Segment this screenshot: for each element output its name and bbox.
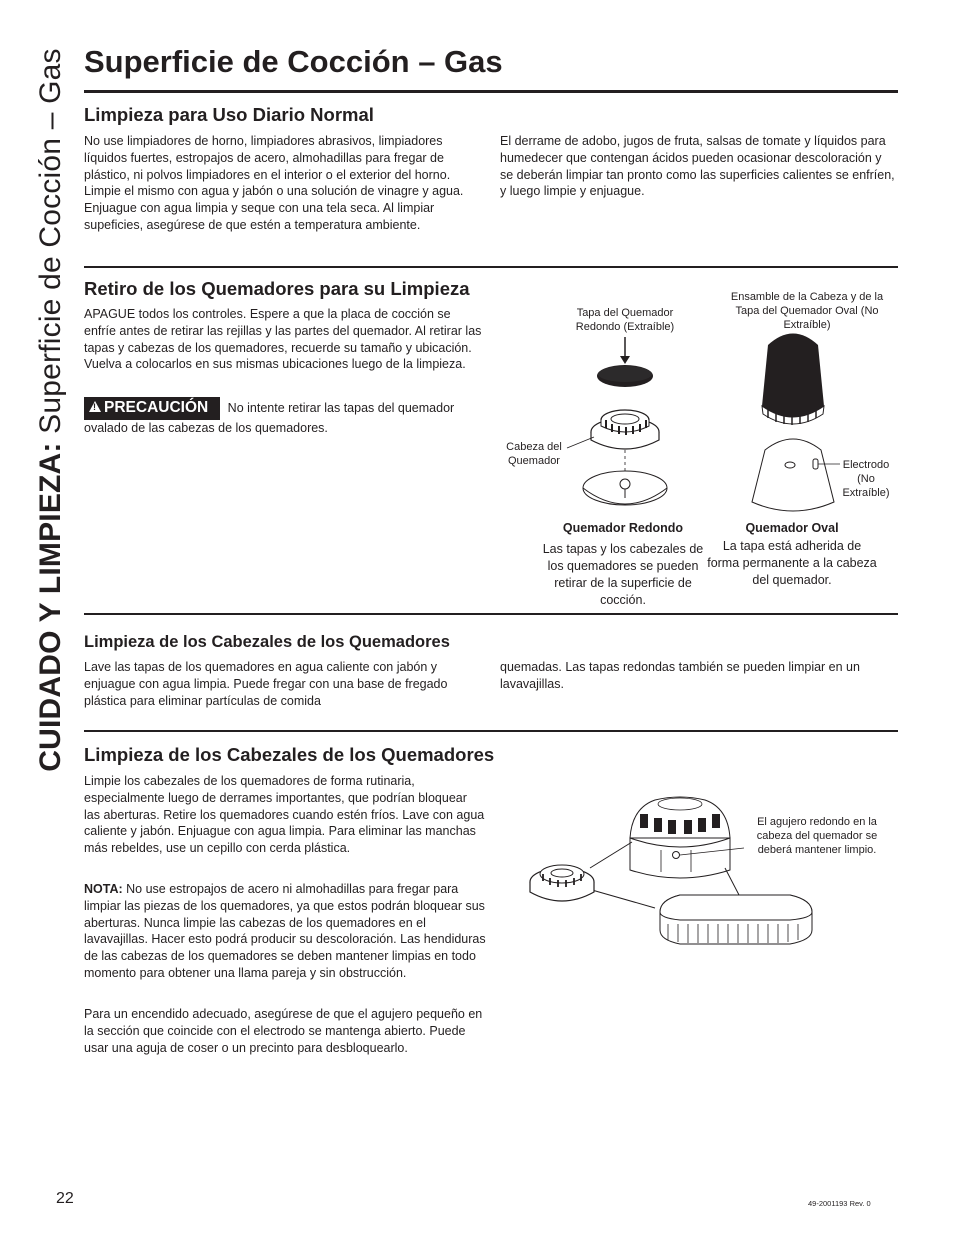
section-rule xyxy=(84,730,898,732)
side-title xyxy=(26,48,76,772)
heads-left-text: Lave las tapas de los quemadores en agua caliente con jabón y enjuague con agua limpia. Puede fregar con una base de fregado plástica para eliminar partículas de comida xyxy=(84,660,448,708)
heads2-heading: Limpieza de los Cabezales de los Quemadores xyxy=(84,744,495,765)
oval-burner-caption: La tapa está adherida de forma permanente a la cabeza del quemador. xyxy=(707,539,877,587)
heads2-text3: Para un encendido adecuado, asegúrese de que el agujero pequeño en la sección que coincide con el electrodo se mantenga abierto. Puede usar una aguja de coser o un precinto para desbloquearlo. xyxy=(84,1007,483,1055)
note-text: No use estropajos de acero ni almohadillas para fregar para limpiar las piezas de los quemadores, ya que estos podrán bloquear sus aberturas. Nunca limpie las cabezas de los quemadores en el lavavajillas. Hacer esto podrá producir su descoloración. Las hendiduras de las cabezas de los quemadores se deben mantener limpias en todo momento para obtener una llama pareja y sin obstrucción. xyxy=(84,882,486,980)
label-round-cap: Tapa del Quemador Redondo (Extraíble) xyxy=(575,307,675,333)
oval-burner-title: Quemador Oval xyxy=(745,521,839,535)
warning-icon xyxy=(89,401,101,412)
heads2-note xyxy=(84,881,486,982)
daily-left-text: No use limpiadores de horno, limpiadores abrasivos, limpiadores líquidos fuertes, estropajos de acero, almohadillas para fregar de plástico, ni polvos limpiadores en el interior o el exterior del horno. Limpie el mismo con agua y jabón o una solución de vinagre y agua. Enjuague con agua limpia y seque con una tela seca. Al limpiar supeficies, asegúrese de que estén a temperatura ambiente. xyxy=(84,134,464,232)
caution-paragraph xyxy=(84,397,486,437)
title-rule xyxy=(84,90,898,93)
daily-right-text: El derrame de adobo, jugos de fruta, salsas de tomate y líquidos para humedecer que contengan ácidos pueden ocasionar descoloración y se deberán limpiar tan pronto como las superficies calientes se enfríen, y luego limpie y enjuague. xyxy=(500,134,895,199)
page-title: Superficie de Cocción – Gas xyxy=(84,44,503,79)
label-burner-head: Cabeza del Quemador xyxy=(506,441,562,467)
page-number: 22 xyxy=(56,1190,74,1207)
caution-label: PRECAUCIÓN xyxy=(104,399,209,416)
caution-text: No intente retirar las tapas del quemador ovalado de las cabezas de los quemadores. xyxy=(84,401,455,435)
heads2-text1: Limpie los cabezales de los quemadores de forma rutinaria, especialmente luego de derrames importantes, que podrían bloquear las aberturas. Retire los quemadores cuando estén fríos. Lave con agua caliente y jabón. Enjuague con agua limpia. Para eliminar las manchas más rebeldes, use un cepillo con cerda plástica. xyxy=(84,774,485,856)
daily-heading: Limpieza para Uso Diario Normal xyxy=(84,104,374,125)
side-title-regular: Superficie de Cocción – Gas xyxy=(34,48,67,443)
round-burner-caption: Las tapas y los cabezales de los quemadores se pueden retirar de la superficie de cocción. xyxy=(542,542,704,607)
label-oval-assembly: Ensamble de la Cabeza y de la Tapa del Quemador Oval (No Extraíble) xyxy=(730,291,884,331)
caution-badge xyxy=(84,397,220,420)
label-electrode: Electrodo (No Extraíble) xyxy=(842,459,890,499)
note-label: NOTA: xyxy=(84,882,123,896)
document-code: 49-2001193 Rev. 0 xyxy=(808,1199,871,1208)
removal-text: APAGUE todos los controles. Espere a que la placa de cocción se enfríe antes de retirar las rejillas y las partes del quemador. Al retirar las tapas y cabezas de los quemadores, recuerde su tamaño y ubicación. Vuelva a colocarlos en sus mismas ubicaciones luego de la limpieza. xyxy=(84,307,482,372)
section-rule xyxy=(84,266,898,268)
section-rule xyxy=(84,613,898,615)
round-burner-title: Quemador Redondo xyxy=(562,521,684,535)
heads-right-text: quemadas. Las tapas redondas también se pueden limpiar en un lavavajillas. xyxy=(500,660,860,691)
heads-heading: Limpieza de los Cabezales de los Quemadores xyxy=(84,633,450,651)
side-title-bold: CUIDADO Y LIMPIEZA: xyxy=(34,442,67,772)
label-burner-hole: El agujero redondo en la cabeza del quemador se deberá mantener limpio. xyxy=(756,816,878,856)
removal-heading: Retiro de los Quemadores para su Limpieza xyxy=(84,278,470,299)
